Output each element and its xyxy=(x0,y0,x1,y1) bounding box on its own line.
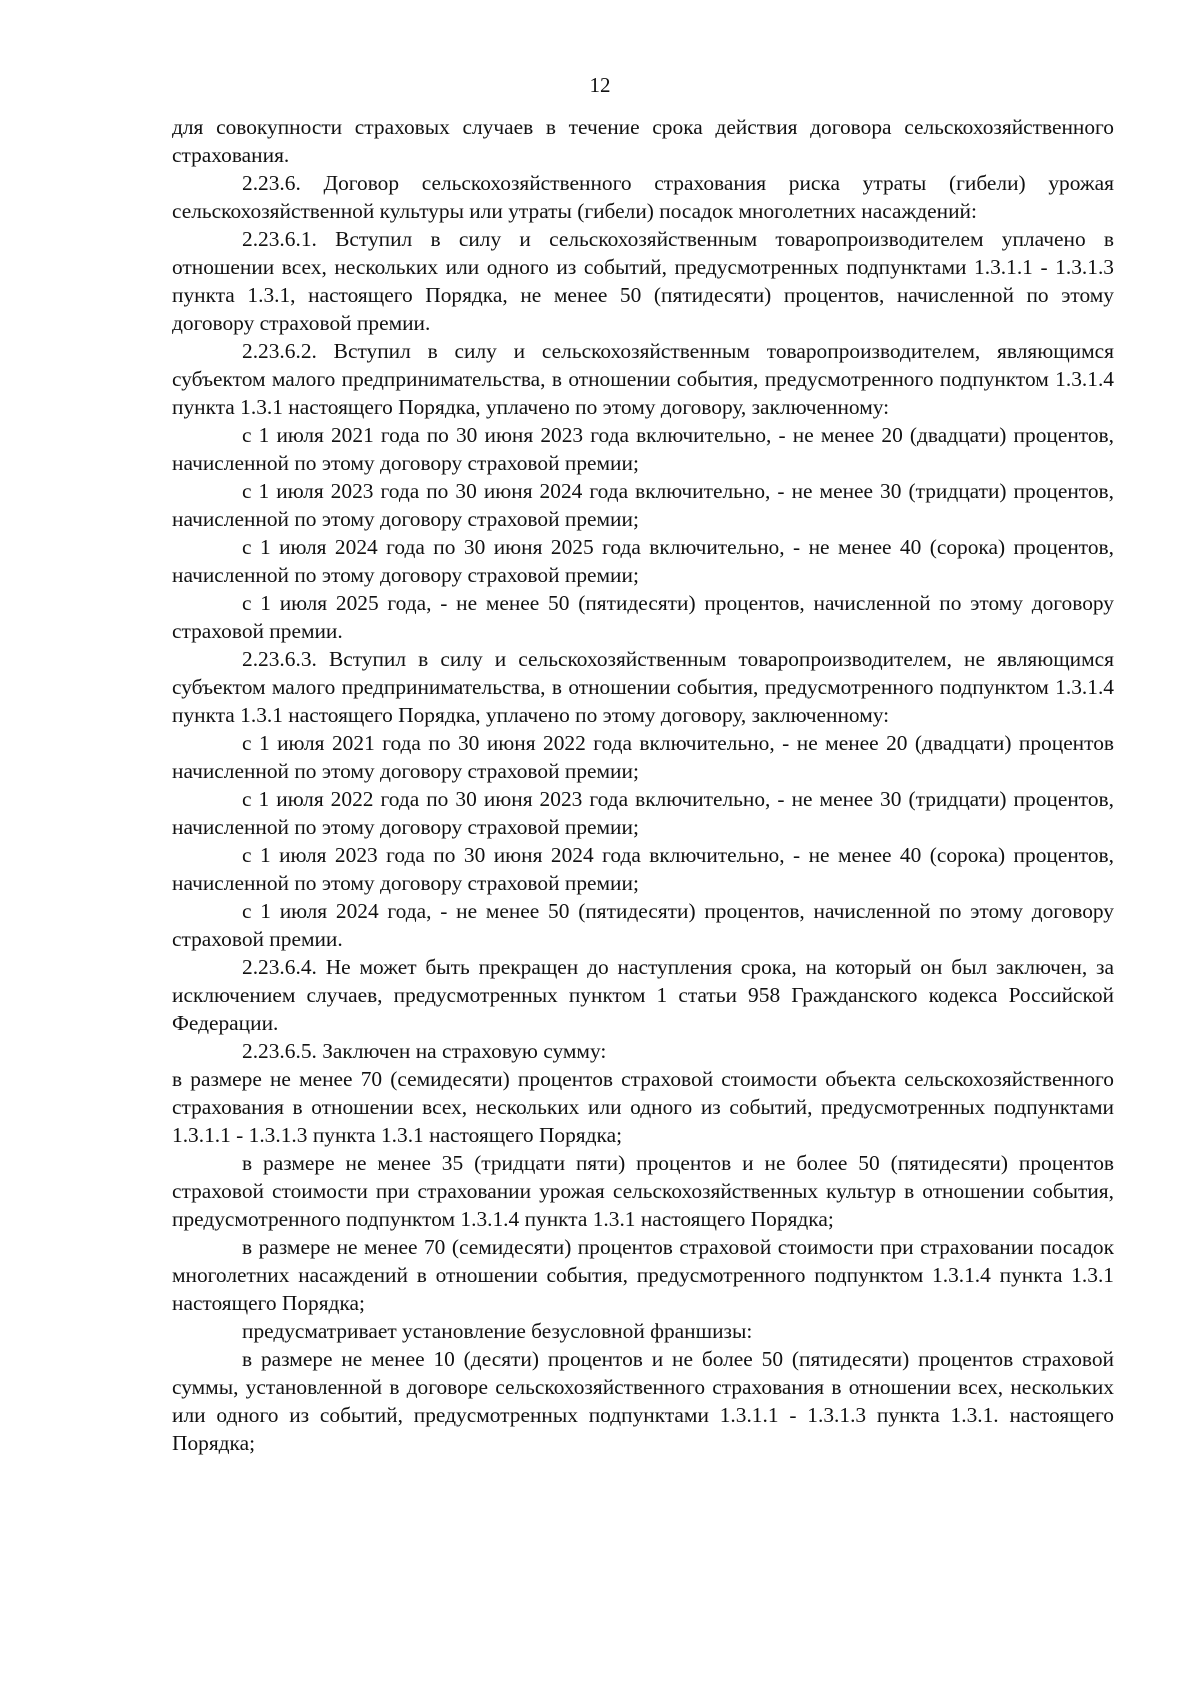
paragraph-continuation: для совокупности страховых случаев в течение срока действия договора сельскохозяйственного страхования. xyxy=(172,115,1114,167)
paragraph-period-large-1: с 1 июля 2021 года по 30 июня 2022 года включительно, - не менее 20 (двадцати) процентов начисленной по этому договору страховой премии; xyxy=(172,731,1114,783)
paragraph-period-small-1: с 1 июля 2021 года по 30 июня 2023 года включительно, - не менее 20 (двадцати) процентов, начисленной по этому договору страховой премии; xyxy=(172,423,1114,475)
paragraph-period-large-4: с 1 июля 2024 года, - не менее 50 (пятидесяти) процентов, начисленной по этому договору страховой премии. xyxy=(172,899,1114,951)
paragraph-franchise-1: в размере не менее 10 (десяти) процентов и не более 50 (пятидесяти) процентов страховой суммы, установленной в договоре сельскохозяйственного страхования в отношении всех, нескольких или одного из событий, предусмотренных подпунктами 1.3.1.1 - 1.3.1.3 пункта 1.3.1. настоящего Порядка; xyxy=(172,1347,1114,1455)
paragraph-2-23-6-4: 2.23.6.4. Не может быть прекращен до наступления срока, на который он был заключен, за исключением случаев, предусмотренных пунктом 1 статьи 958 Гражданского кодекса Российской Федерации. xyxy=(172,955,1114,1035)
paragraph-period-large-3: с 1 июля 2023 года по 30 июня 2024 года включительно, - не менее 40 (сорока) процентов, начисленной по этому договору страховой премии; xyxy=(172,843,1114,895)
paragraph-franchise-intro: предусматривает установление безусловной франшизы: xyxy=(242,1319,753,1343)
paragraph-2-23-6-1: 2.23.6.1. Вступил в силу и сельскохозяйственным товаропроизводителем уплачено в отношении всех, нескольких или одного из событий, предусмотренных подпунктами 1.3.1.1 - 1.3.1.3 пункта 1.3.1, настоящего Порядка, не менее 50 (пятидесяти) процентов, начисленной по этому договору страховой премии. xyxy=(172,227,1114,335)
paragraph-period-small-2: с 1 июля 2023 года по 30 июня 2024 года включительно, - не менее 30 (тридцати) процентов, начисленной по этому договору страховой премии; xyxy=(172,479,1114,531)
paragraph-2-23-6-3: 2.23.6.3. Вступил в силу и сельскохозяйственным товаропроизводителем, не являющимся субъектом малого предпринимательства, в отношении события, предусмотренного подпунктом 1.3.1.4 пункта 1.3.1 настоящего Порядка, уплачено по этому договору, заключенному: xyxy=(172,647,1114,727)
paragraph-period-small-3: с 1 июля 2024 года по 30 июня 2025 года включительно, - не менее 40 (сорока) процентов, начисленной по этому договору страховой премии; xyxy=(172,535,1114,587)
paragraph-sum-1: в размере не менее 70 (семидесяти) процентов страховой стоимости объекта сельскохозяйственного страхования в отношении всех, нескольких или одного из событий, предусмотренных подпунктами 1.3.1.1 - 1.3.1.3 пункта 1.3.1 настоящего Порядка; xyxy=(172,1067,1114,1147)
page-number: 12 xyxy=(589,73,611,97)
paragraph-2-23-6: 2.23.6. Договор сельскохозяйственного страхования риска утраты (гибели) урожая сельскохозяйственной культуры или утраты (гибели) посадок многолетних насаждений: xyxy=(172,171,1114,223)
paragraph-2-23-6-2: 2.23.6.2. Вступил в силу и сельскохозяйственным товаропроизводителем, являющимся субъектом малого предпринимательства, в отношении события, предусмотренного подпунктом 1.3.1.4 пункта 1.3.1 настоящего Порядка, уплачено по этому договору, заключенному: xyxy=(172,339,1114,419)
paragraph-2-23-6-5: 2.23.6.5. Заключен на страховую сумму: xyxy=(242,1039,607,1063)
paragraph-period-large-2: с 1 июля 2022 года по 30 июня 2023 года включительно, - не менее 30 (тридцати) процентов, начисленной по этому договору страховой премии; xyxy=(172,787,1114,839)
paragraph-sum-2: в размере не менее 35 (тридцати пяти) процентов и не более 50 (пятидесяти) процентов страховой стоимости при страховании урожая сельскохозяйственных культур в отношении события, предусмотренного подпунктом 1.3.1.4 пункта 1.3.1 настоящего Порядка; xyxy=(172,1151,1114,1231)
paragraph-period-small-4: с 1 июля 2025 года, - не менее 50 (пятидесяти) процентов, начисленной по этому договору страховой премии. xyxy=(172,591,1114,643)
document-body xyxy=(172,113,1114,1457)
paragraph-sum-3: в размере не менее 70 (семидесяти) процентов страховой стоимости при страховании посадок многолетних насаждений в отношении события, предусмотренного подпунктом 1.3.1.4 пункта 1.3.1 настоящего Порядка; xyxy=(172,1235,1114,1315)
